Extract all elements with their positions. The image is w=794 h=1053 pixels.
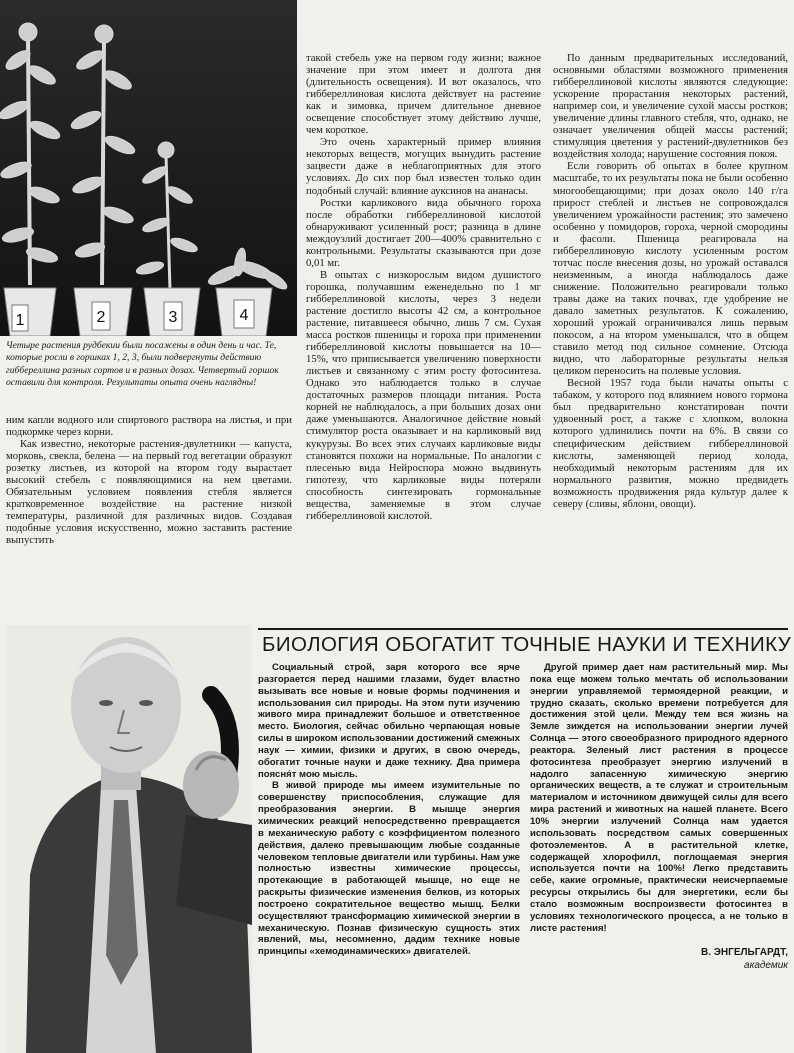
col3-paragraph-1: По данным предварительных исследований, основными областями возможного применения гиббереллиновой кислоты являются следующие: ускорение прорастания некоторых растений, например сои, и увеличение сухой массы ростков; увеличение длины главного стебля, что, однако, не означает увеличения общей массы растений; стимуляция цветения у растений-двулетников без воздействия холода; нарушение состояния покоя. xyxy=(553,52,788,161)
author-signature xyxy=(560,946,788,972)
portrait-photo xyxy=(6,625,252,1053)
scientist-on-telephone-illustration xyxy=(6,625,252,1053)
col3-paragraph-2: Если говорить об опытах в более крупном масштабе, то их результаты пока не были особенно многообещающими; при дозах около 140 г/га прирост стеблей и листьев не сопровождался увеличением урожайности растения; это замечено особенно у помидоров, гороха, черной смородины и фасоли. Пшеница реагировала на гиббереллиновую кислоту усиленным ростом тотчас после внесения дозы, но урожай оставался неизменным, а иногда наблюдалось даже снижение. Положительно реагировали только травы даже на таких почвах, где удобрение не давало заметных результатов. К сожалению, хороший урожай ограничивался лишь первым покосом, а на втором уменьшался, что в общем ставило метод под сильное сомнение. Отсюда видно, что лабораторные результаты нельзя целиком переносить на полевые условия. xyxy=(553,160,788,378)
author-title: академик xyxy=(744,960,788,971)
rudbeckia-photo xyxy=(0,0,297,336)
column-3 xyxy=(553,52,788,510)
col3-paragraph-3: Весной 1957 года были начаты опыты с табаком, у которого под влиянием нового гормона был предварительно констатирован почти удвоенный рост, а также с хлопком, волокна которого удлинились почти на 6%. В связи со специфическим действием гиббереллиновой кислоты, заменяющей период холода, необходимый некоторым растениям для их нормального развития, можно предвидеть возможность продвижения ряда культур далее к северу (сливы, яблони, овощи). xyxy=(553,377,788,510)
author-name: В. ЭНГЕЛЬГАРДТ, xyxy=(701,947,788,958)
pot-label-1: 1 xyxy=(15,312,25,329)
pot-label-2: 2 xyxy=(96,309,106,326)
article-right-paragraph-1: Другой пример дает нам растительный мир. Мы пока еще можем только мечтать об использовании энергии управляемой термоядерной реакции, и трудно сказать, сколько времени потребуется для достижения этой цели. Между тем вся жизнь на Земле зиждется на использовании энергии лучей Солнца — этого своеобразного природного ядерного реактора. Зеленый лист растения в процессе фотосинтеза преобразует энергию излучений в надолго запасенную химическую энергию органических веществ, а те служат и строительным материалом и источником движущей силы для всего мира растений и животных на нашей планете. Всего 10% энергии излучений Солнца нам удается использовать посредством самых совершенных фотоэлементов. А в растительной клетке, содержащей хлорофилл, поглощаемая энергия используется почти на 100%! Легко представить себе, какие огромные, практически неисчерпаемые ресурсы открылись бы для энергетики, если бы стало возможным воспроизвести фотосинтез в условиях технологического процесса, а не только в листе растения! xyxy=(530,662,788,934)
headline-rule xyxy=(258,628,788,630)
col2-paragraph-3: Ростки карликового вида обычного гороха после обработки гиббереллиновой кислотой обнаруживают усиленный рост; разница в длине междоузлий достигает 200—400% сравнительно с контрольными. Результаты сказываются при дозе 0,01 мг. xyxy=(306,196,541,269)
col2-paragraph-1: такой стебель уже на первом году жизни; важное значение при этом имеет и долгота дня (длительность освещения). И вот оказалось, что гиббереллиновая кислота действует на растение как и зимовка, причем длительное дневное освещение способствует этому действию лучше, чем короткое. xyxy=(306,52,541,137)
pot-label-3: 3 xyxy=(168,309,178,326)
rudbeckia-plants-illustration xyxy=(0,0,297,336)
article-column-left xyxy=(258,662,520,958)
pot-label-4: 4 xyxy=(239,307,249,324)
article-left-paragraph-1: Социальный строй, заря которого все ярче разгорается перед нашими глазами, будет властно вызывать все новые и новые формы подчинения и использования сил природы. На этом пути изучению живого мира принадлежит большое и ответственное место. Биология, сейчас обильно черпающая новые силы в широком использовании достижений смежных наук — химии, физики и других, в свою очередь, обогатит точные науки и даже технику. Два примера поясня́т мою мысль. xyxy=(258,662,520,780)
article-column-right xyxy=(530,662,788,934)
column-2 xyxy=(306,52,541,522)
column-1 xyxy=(6,414,292,547)
article-headline: БИОЛОГИЯ ОБОГАТИТ ТОЧНЫЕ НАУКИ И ТЕХНИКУ xyxy=(262,633,792,656)
col2-paragraph-2: Это очень характерный пример влияния некоторых веществ, могущих вынудить растение зацвести даже в неблагоприятных для этого условиях. До сих пор был известен только один подобный случай: влияние ауксинов на ананасы. xyxy=(306,136,541,197)
photo-caption: Четыре растения рудбекии были посажены в один день и час. Те, которые росли в горшках 1, 2, 3, были подвергнуты действию гиббереллина разных сортов и в разных дозах. Четвертый горшок оставили для контроля. Результаты опыта очень наглядны! xyxy=(6,340,279,389)
col1-paragraph-1: ним капли водного или спиртового раствора на листья, и при подкормке через корни. xyxy=(6,414,292,439)
col2-paragraph-4: В опытах с низкорослым видом душистого горошка, получавшим еженедельно по 1 мг гиббереллиновой кислоты, через 3 недели растение достигло высоты 42 см, а контрольное растение, питавшееся обычно, лишь 7 см. Сухая масса ростков пшеницы и гороха при применении гиббереллиновой кислоты повышается на 10—15%, что приписывается увеличению поверхности листьев и связанному с этим росту фотосинтеза. Однако это наблюдается только в случае достаточных размеров площади питания. Роста корней не наблюдалось, а при больших дозах они даже уменьшаются. Аналогичное действие новый стимулятор роста оказывает и на карликовый вид кукурузы. Во всех этих случаях карликовые виды становятся похожи на нормальные. По аналогии с плесенью вида Нейроспора можно выдвинуть гипотезу, что карликовые виды потеряли способность синтезировать гормональные вещества, заменяемые в этом случае гиббереллиновой кислотой. xyxy=(306,268,541,522)
col1-paragraph-2: Как известно, некоторые растения-двулетники — капуста, морковь, свекла, белена — на первый год вегетации образуют розетку листьев, из которой на втором году вырастает высокий стебель с появляющимися на нем цветами. Обязательным условием появления стебля является кратковременное воздействие на растение низкой температуры, различной для различных видов. Создавая подобные условия искусственно, можно заставить растение выпустить xyxy=(6,438,292,547)
article-left-paragraph-2: В живой природе мы имеем изумительные по совершенству приспособления, служащие для преобразования энергии. В мышце энергия химических реакций непосредственно превращается в механическую работу с коэффициентом полезного действия, далеко превышающим любые созданные человеком тепловые двигатели или турбины. Нам уже полностью известны химические процессы, протекающие в работающей мышце, но еще не раскрыты физические изменения белков, из которых построено сократительное вещество мышц. Белки осуществляют трансформацию химической энергии в механическую. Познав физическую сущность этих явлений, мы, несомненно, дадим технике новые принципы «хемодинамических» двигателей. xyxy=(258,780,520,958)
